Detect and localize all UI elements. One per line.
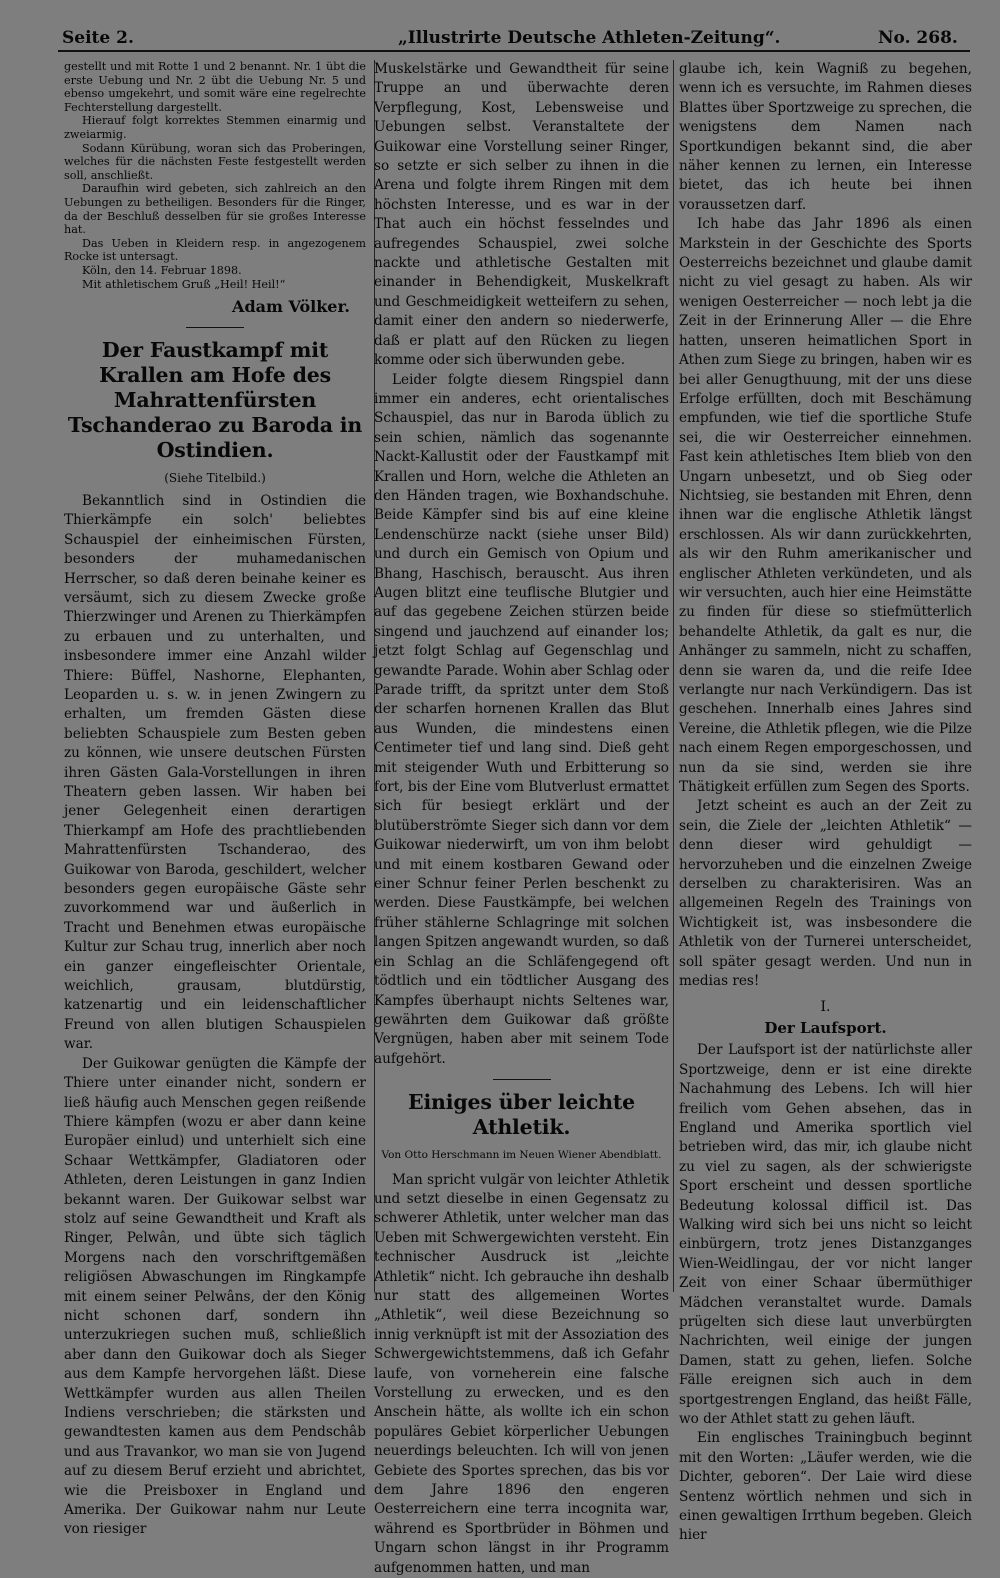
article-paragraph: Muskelstärke und Gewandtheit für seine Truppe an und überwachte deren Verpflegung, Kost, Lebensweise und Uebungen selbst. Veranstaltete der Guikowar eine Vorstellung seiner Ringer, so setzte er sich selber zu ihnen in die Arena und folgte ihrem Ringen mit dem höchsten Interesse, und es war in der That auch ein höchst fesselndes und aufregendes Schauspiel, zwei solche nackte und athletische Gestalten mit einander in Behendigkeit, Muskelkraft und Geschmeidigkeit wetteifern zu sehen, damit einer den andern so niederwerfe, daß er platt auf den Rücken zu liegen komme oder sich überwunden gebe. — [374, 61, 669, 369]
page-header — [0, 28, 1000, 50]
article-paragraph: Der Laufsport ist der natürlichste aller Sportzweige, denn er ist eine direkte Nachahmung des Lebens. Ich will hier freilich vom Gehen absehen, das in England und Amerika sportlich viel betrieben wird, das mir, ich glaube nicht zu viel zu sagen, als der schwierigste Sport erscheint und dessen sportliche Bedeutung kolossal difficil ist. Das Walking wird sich bei uns nicht so leicht einbürgern, trotz jenes Distanzganges Wien-Weidlingau, der vor nicht langer Zeit von einer Schaar übermüthiger Mädchen veranstaltet wurde. Damals prügelten sich diese laut unverbürgten Nachrichten, weil einige der jungen Damen, statt zu gehen, liefen. Solche Fälle ereignen sich auch in dem sportgestrengen England, das heißt Fälle, wo der Athlet statt zu gehen läuft. — [679, 1042, 972, 1428]
header-rule — [58, 50, 970, 52]
section-number: I. — [820, 998, 831, 1015]
notice-paragraph: Hierauf folgt korrektes Stemmen einarmig und zweiarmig. — [64, 114, 366, 141]
notice-paragraph: Daraufhin wird gebeten, sich zahlreich an den Uebungen zu betheiligen. Besonders für die Ringer, da der Beschluß desselben für sie großes Interesse hat. — [64, 182, 366, 237]
notice-paragraph: gestellt und mit Rotte 1 und 2 benannt. Nr. 1 übt die erste Uebung und Nr. 2 übt die Uebung Nr. 5 und ebenso umgekehrt, und somit wäre eine regelrechte Fechterstellung dargestellt. — [64, 60, 366, 114]
section-title: Der Laufsport. — [764, 1018, 887, 1037]
article-headline: Einiges über leichte Athletik. — [408, 1090, 635, 1140]
article-paragraph: Ich habe das Jahr 1896 als einen Markstein in der Geschichte des Sports Oesterreichs bezeichnet und glaube damit nicht zu viel gesagt zu haben. Als wir wenigen Oesterreicher — noch lebt ja die Zeit in der Erinnerung Aller — die Ehre hatten, unseren heimatlichen Sport in Athen zum Siege zu bringen, haben wir es bei aller Genugthuung, mit der uns diese Erfolge erfüllten, doch mit Beschämung empfunden, wie tief die sportliche Stufe sei, die wir Oesterreicher einnehmen. Fast kein athletisches Item blieb von den Ungarn unbesetzt, und ob Sieg oder Nichtsieg, sie bestanden mit Ehren, denn ihnen war die englische Athletik längst erschlossen. Als wir dann zurückkehrten, als wir den Ruhm amerikanischer und englischer Athleten verkündeten, und als wir versuchten, auch hier eine Heimstätte zu finden für diese so stiefmütterlich behandelte Athletik, da galt es nur, die Anhänger zu sammeln, nicht zu schaffen, denn sie waren da, und die reife Idee verlangte nur nach Verkündigern. Das ist geschehen. Innerhalb eines Jahres sind Vereine, die Athletik pflegen, wie die Pilze nach einem Regen emporgeschossen, und nun da sie sind, werden sie ihre Thätigkeit erfüllen zum Segen des Sports. — [679, 216, 972, 796]
article-paragraph: Ein englisches Trainingbuch beginnt mit den Worten: „Läufer werden, wie die Dichter, geboren“. Der Laie wird diese Sentenz wörtlich nehmen und sich in einen gewaltigen Irrthum begeben. Gleich hier — [679, 1430, 972, 1544]
article-byline: Von Otto Herschmann im Neuen Wiener Abendblatt. — [381, 1149, 662, 1162]
column-1 — [64, 60, 366, 1538]
see-title-note: (Siehe Titelbild.) — [164, 470, 266, 485]
article-paragraph: Der Guikowar genügten die Kämpfe der Thiere unter einander nicht, sondern er ließ häufig auch Menschen gegen reißende Thiere kämpfen (wozu er aber dann keine Europäer einlud) und unterhielt sich eine Schaar Wettkämpfer, Gladiatoren oder Athleten, deren Leistungen in ganz Indien bekannt waren. Der Guikowar selbst war stolz auf seine Gewandtheit und Kraft als Ringer, Pelwân, und übte sich täglich Morgens nach den vorschriftgemäßen religiösen Abwaschungen im Ringkampfe mit einem seiner Pelwâns, der den König nicht schonen darf, sondern ihn unterzukriegen suchen muß, schließlich aber dann den Guikowar doch als Sieger aus dem Kampfe hervorgehen läßt. Diese Wettkämpfer wurden aus allen Theilen Indiens verschrieben; die stärksten und gewandtesten kamen aus dem Pendschâb und aus Travankor, wo man sie von Jugend auf zu diesem Beruf erzieht und abrichtet, wie die Preisboxer in England und Amerika. Der Guikowar nahm nur Leute von riesiger — [64, 1055, 366, 1538]
notice-paragraph: Das Ueben in Kleidern resp. in angezogenem Rocke ist untersagt. — [64, 236, 366, 264]
separator-rule — [493, 1079, 551, 1080]
article-headline: Der Faustkampf mit Krallen am Hofe des Mahrattenfürsten Tschanderao zu Baroda in Ostindien. — [67, 337, 363, 462]
article-paragraph: Bekanntlich sind in Ostindien die Thierkämpfe ein solch' beliebtes Schauspiel der einheimischen Fürsten, besonders der muhamedanischen Herrscher, so daß deren beinahe keiner es versäumt, sich zu diesem Zwecke große Thierzwinger und Arenen zu Thierkämpfen zu erbauen und zu unterhalten, und insbesondere immer eine Anzahl wilder Thiere: Büffel, Nashorne, Elephanten, Leoparden u. s. w. in jenen Zwingern zu erhalten, um fremden Gästen diese beliebten Schauspiele zum Besten geben zu können, wie unsere deutschen Fürsten ihren Gästen Gala-Vorstellungen in ihren Theatern geben lassen. Wir haben bei jener Gelegenheit einen derartigen Thierkampf am Hofe des prachtliebenden Mahrattenfürsten Tschanderao, des Guikowar von Baroda, geschildert, welcher besonders gegen europäische Gäste sehr zuvorkommend war und äußerlich in Tracht und Benehmen etwas europäische Kultur zur Schau trug, innerlich aber noch ein ganzer eingefleischter Orientale, weichlich, grausam, blutdürstig, katzenartig und ein leidenschaftlicher Freund von allen blutigen Schauspielen war. — [64, 492, 366, 1053]
newspaper-title: „Illustrirte Deutsche Athleten-Zeitung“. — [398, 28, 781, 48]
signature: Adam Völker. — [232, 297, 350, 317]
separator-rule — [186, 327, 244, 328]
article-paragraph: Leider folgte diesem Ringspiel dann immer ein anderes, echt orientalisches Schauspiel, das nur in Baroda üblich zu sein schien, nämlich das sogenannte Nackt-Kallustit oder der Faustkampf mit Krallen und Horn, welche die Athleten an den Händen tragen, wie Boxhandschuhe. Beide Kämpfer sind bis auf eine kleine Lendenschürze nackt (siehe unser Bild) und durch ein Gemisch von Opium und Bhang, Haschisch, berauscht. Aus ihren Augen blitzt eine teuflische Blutgier und auf das gegebene Zeichen stürzen beide singend und jauchzend auf einander los; jetzt folgt Schlag auf Gegenschlag und gewandte Parade. Wohin aber Schlag oder Parade trifft, da spritzt unter dem Stoß der scharfen hornenen Krallen das Blut aus Wunden, die mindestens einen Centimeter tief und lang sind. Dieß geht mit steigender Wuth und Erbitterung so fort, bis der Eine vom Blutverlust ermattet sich für besiegt erklärt und der blutüberströmte Sieger sich dann vor dem Guikowar niederwirft, um von ihm belobt und mit einem kostbaren Gewand oder einer Schnur feiner Perlen beschenkt zu werden. Diese Faustkämpfe, bei welchen früher stählerne Schlagringe mit solchen langen Spitzen angewandt wurden, so daß ein Schlag an die Schläfengegend oft tödtlich und ein tödtlicher Ausgang des Kampfes überhaupt nichts Seltenes war, gewährten dem Guikowar daß größte Vergnügen, haben aber mit seinem Tode aufgehört. — [374, 371, 669, 1067]
column-divider — [673, 60, 674, 1292]
article-paragraph: glaube ich, kein Wagniß zu begehen, wenn ich es versuchte, im Rahmen dieses Blattes über Sportzweige zu sprechen, die wenigstens dem Namen nach Sportkundigen bekannt sind, die aber näher kennen zu lernen, ein Interesse bietet, das ich heute bei ihnen voraussetzen darf. — [679, 61, 972, 213]
article-paragraph: Man spricht vulgär von leichter Athletik und setzt dieselbe in einen Gegensatz zu schwerer Athletik, unter welcher man das Ueben mit Schwergewichten versteht. Ein technischer Ausdruck ist „leichte Athletik“ nicht. Ich gebrauche ihn deshalb nur statt des allgemeinen Wortes „Athletik“, weil diese Bezeichnung so innig verknüpft ist mit der Assoziation des Schwergewichtstemmens, daß ich Gefahr laufe, von vorneherein eine falsche Vorstellung zu erwecken, und es den Anschein hätte, als wollte ich ein schon populäres Gebiet körperlicher Uebungen neuerdings beleuchten. Ich will von jenen Gebiete des Sportes sprechen, das bis vor dem Jahre 1896 den engeren Oesterreichern eine terra incognita war, während es Sportbrüder in Böhmen und Ungarn schon längst in ihr Programm aufgenommen hatten, und man — [374, 1171, 669, 1576]
notice-paragraph: Sodann Kürübung, woran sich das Proberingen, welches für die nächsten Feste festgestellt werden soll, anschließt. — [64, 141, 366, 182]
issue-number: No. 268. — [878, 28, 958, 48]
club-notice — [64, 60, 366, 291]
greeting: Mit athletischem Gruß „Heil! Heil!“ — [82, 277, 286, 291]
article-paragraph: Jetzt scheint es auch an der Zeit zu sein, die Ziele der „leichten Athletik“ — denn dieser wird gehuldigt — hervorzuheben und die einzelnen Zweige derselben zu charakterisiren. Was an allgemeinen Regeln des Trainings von Wichtigkeit ist, was insbesondere die Athletik von der Turnerei unterscheidet, soll später gesagt werden. Und nun in medias res! — [679, 798, 972, 990]
column-3 — [679, 60, 972, 1544]
place-date: Köln, den 14. Februar 1898. — [82, 263, 242, 277]
column-2 — [370, 60, 669, 1576]
page-number: Seite 2. — [62, 28, 134, 48]
